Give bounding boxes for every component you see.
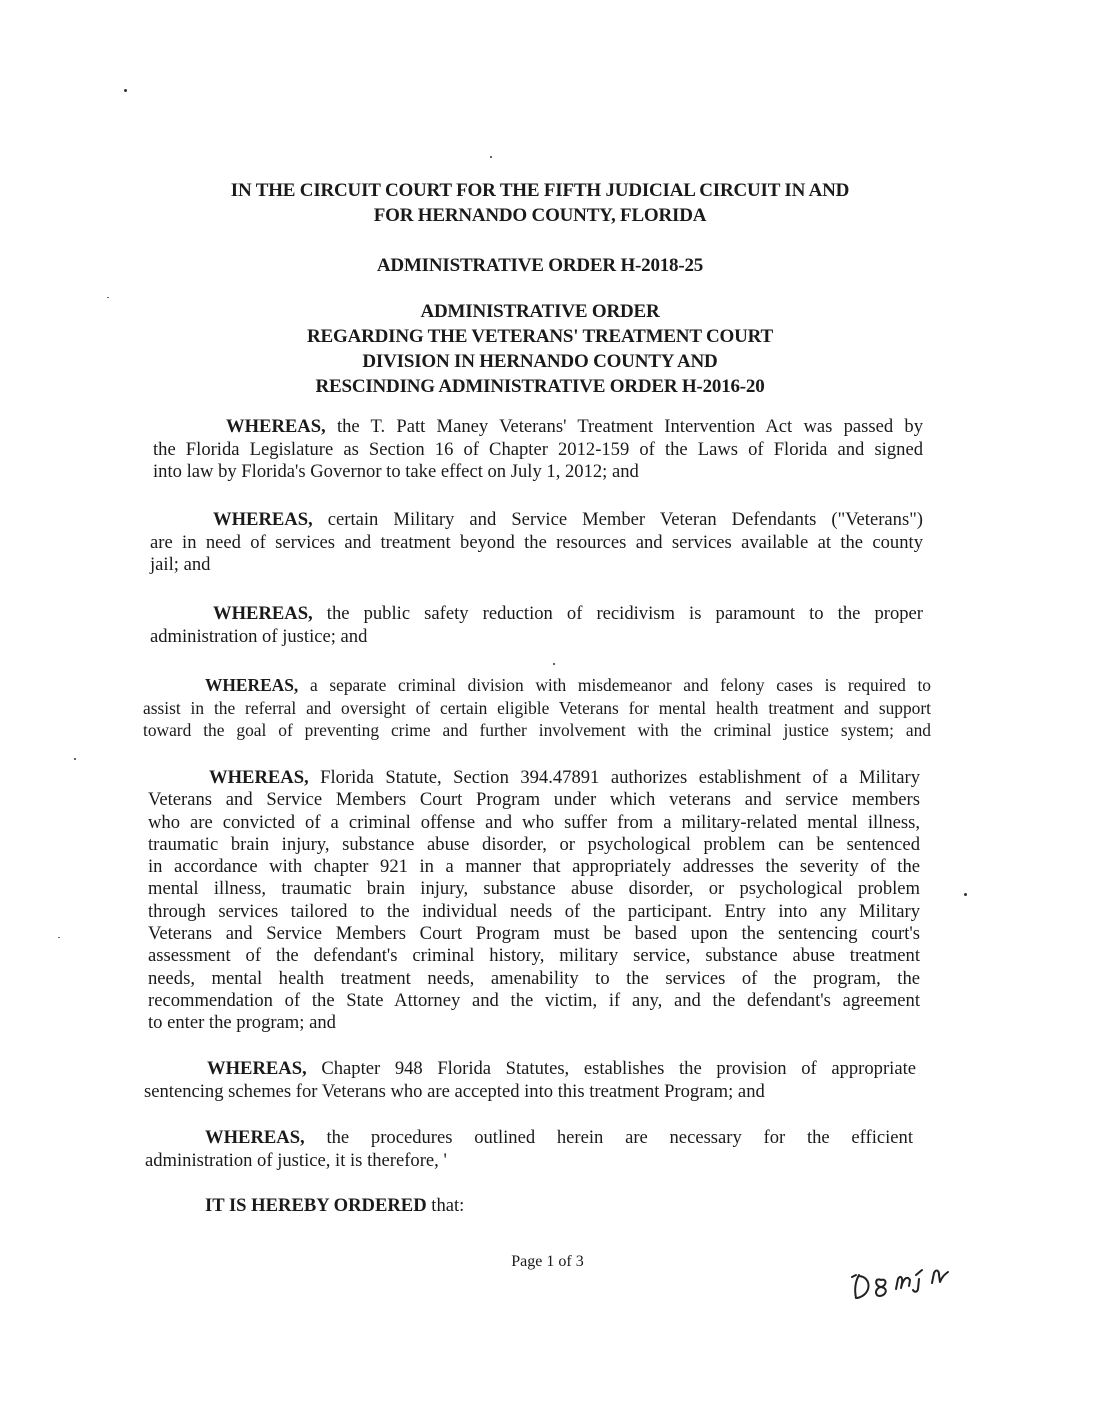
whereas-paragraph xyxy=(148,767,920,1035)
whereas-paragraph xyxy=(144,1058,916,1103)
paragraph-line: WHEREAS, the public safety reduction of recidivism is paramount to the proper xyxy=(213,603,923,624)
paragraph-line: sentencing schemes for Veterans who are accepted into this treatment Program; and xyxy=(144,1080,765,1102)
paragraph-line: recommendation of the State Attorney and the victim, if any, and the defendant's agreement xyxy=(148,989,920,1011)
paragraph-line: the Florida Legislature as Section 16 of Chapter 2012-159 of the Laws of Florida and signed xyxy=(153,438,923,460)
whereas-paragraph xyxy=(150,603,923,648)
order-title-line: ADMINISTRATIVE ORDER xyxy=(420,301,660,322)
paragraph-line: assist in the referral and oversight of certain eligible Veterans for mental health treatment and support xyxy=(143,697,931,718)
paragraph-line: are in need of services and treatment beyond the resources and services available at the county xyxy=(150,531,923,553)
paragraph-line: jail; and xyxy=(150,554,211,575)
paragraph-line: mental illness, traumatic brain injury, substance abuse disorder, or psychological problem xyxy=(148,878,920,900)
court-heading-line: FOR HERNANDO COUNTY, FLORIDA xyxy=(373,205,707,226)
initials-signature-icon xyxy=(850,1255,960,1305)
whereas-paragraph xyxy=(143,674,931,742)
court-heading xyxy=(140,178,940,228)
paragraph-line: into law by Florida's Governor to take effect on July 1, 2012; and xyxy=(153,461,639,482)
paragraph-line: administration of justice, it is therefore, ' xyxy=(145,1149,447,1171)
order-title-line: DIVISION IN HERNANDO COUNTY AND xyxy=(362,351,718,372)
paragraph-line: assessment of the defendant's criminal history, military service, substance abuse treatment xyxy=(148,945,920,967)
paragraph-line: traumatic brain injury, substance abuse disorder, or psychological problem can be sentenced xyxy=(148,833,920,855)
whereas-paragraph xyxy=(153,416,923,484)
order-title-line: REGARDING THE VETERANS' TREATMENT COURT xyxy=(307,326,773,347)
paragraph-line: through services tailored to the individual needs of the participant. Entry into any Military xyxy=(148,900,920,922)
scan-speck xyxy=(74,758,76,760)
paragraph-line: who are convicted of a criminal offense and who suffer from a military-related mental illness, xyxy=(148,811,920,833)
paragraph-line: to enter the program; and xyxy=(148,1012,336,1034)
ordered-rest: that: xyxy=(426,1195,465,1216)
whereas-keyword: WHEREAS, xyxy=(205,1127,305,1148)
scan-speck xyxy=(553,663,555,665)
paragraph-line: WHEREAS, Chapter 948 Florida Statutes, establishes the provision of appropriate xyxy=(207,1058,916,1079)
ordered-clause xyxy=(205,1195,464,1217)
paragraph-line: Veterans and Service Members Court Program under which veterans and service members xyxy=(148,789,920,811)
paragraph-line: in accordance with chapter 921 in a manner that appropriately addresses the severity of the xyxy=(148,856,920,878)
whereas-keyword: WHEREAS, xyxy=(213,509,313,530)
court-heading-line: IN THE CIRCUIT COURT FOR THE FIFTH JUDICIAL CIRCUIT IN AND xyxy=(230,180,850,201)
whereas-keyword: WHEREAS, xyxy=(213,603,313,624)
whereas-keyword: WHEREAS, xyxy=(205,675,299,695)
order-title xyxy=(140,299,940,399)
ordered-keyword: IT IS HEREBY ORDERED xyxy=(205,1195,427,1216)
scan-speck xyxy=(58,937,60,938)
paragraph-line: Veterans and Service Members Court Program must be based upon the sentencing court's xyxy=(148,923,920,945)
page-number: Page 1 of 3 xyxy=(511,1253,584,1270)
paragraph-line: WHEREAS, certain Military and Service Member Veteran Defendants ("Veterans") xyxy=(213,509,923,530)
whereas-paragraph xyxy=(150,509,923,577)
paragraph-line: WHEREAS, Florida Statute, Section 394.47891 authorizes establishment of a Military xyxy=(209,767,920,788)
paragraph-line: toward the goal of preventing crime and further involvement with the criminal justice system; and xyxy=(143,720,931,740)
scan-speck xyxy=(107,297,109,298)
whereas-keyword: WHEREAS, xyxy=(207,1058,307,1079)
scan-speck xyxy=(490,156,492,158)
paragraph-line: needs, mental health treatment needs, amenability to the services of the program, the xyxy=(148,967,920,989)
scan-speck xyxy=(124,89,127,92)
order-number xyxy=(140,253,940,278)
scan-speck xyxy=(964,893,967,896)
paragraph-line: WHEREAS, the T. Patt Maney Veterans' Treatment Intervention Act was passed by xyxy=(226,416,923,437)
whereas-keyword: WHEREAS, xyxy=(209,767,309,788)
paragraph-line: administration of justice; and xyxy=(150,625,368,647)
whereas-paragraph xyxy=(145,1127,913,1172)
paragraph-line: WHEREAS, the procedures outlined herein are necessary for the efficient xyxy=(205,1127,913,1148)
order-number-text: ADMINISTRATIVE ORDER H-2018-25 xyxy=(376,255,704,276)
handwritten-initials xyxy=(850,1255,960,1310)
order-title-line: RESCINDING ADMINISTRATIVE ORDER H-2016-20 xyxy=(315,376,765,397)
paragraph-line: WHEREAS, a separate criminal division with misdemeanor and felony cases is required to xyxy=(205,675,931,695)
whereas-keyword: WHEREAS, xyxy=(226,416,326,437)
